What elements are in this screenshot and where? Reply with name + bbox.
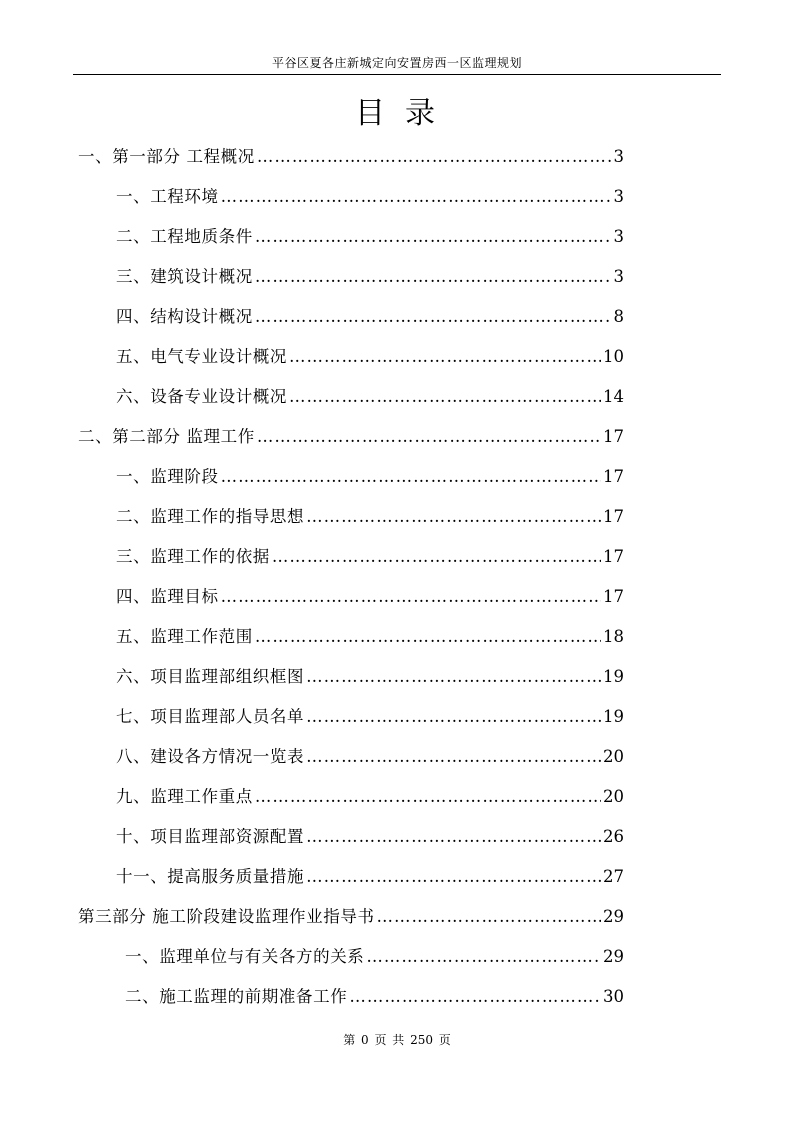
toc-entry-section[interactable] <box>125 985 624 1009</box>
toc-entry-page: 29 <box>603 907 624 926</box>
toc-entry-page: 19 <box>603 707 624 726</box>
toc-dot-leader <box>366 945 601 969</box>
toc-entry-section[interactable] <box>116 225 624 249</box>
toc-entry-page: 18 <box>603 627 624 646</box>
toc-dot-leader <box>306 865 601 889</box>
toc-entry-page: 29 <box>603 947 624 966</box>
toc-dot-leader <box>272 545 601 569</box>
toc-entry-page: 3 <box>613 227 624 246</box>
toc-entry-label: 十、项目监理部资源配置 <box>116 827 305 846</box>
toc-entry-section[interactable] <box>116 505 624 529</box>
page-header: 平谷区夏各庄新城定向安置房西一区监理规划 <box>271 56 522 70</box>
toc-entry-page: 30 <box>603 987 624 1006</box>
toc-entry-page: 26 <box>603 827 624 846</box>
toc-entry-label: 三、监理工作的依据 <box>116 547 270 566</box>
toc-entry-label: 二、施工监理的前期准备工作 <box>125 987 348 1006</box>
toc-entry-label: 二、工程地质条件 <box>116 227 253 246</box>
toc-entry-label: 七、项目监理部人员名单 <box>116 707 305 726</box>
toc-entry-page: 3 <box>613 267 624 286</box>
toc-entry-section[interactable] <box>116 825 624 849</box>
toc-entry-section[interactable] <box>125 945 624 969</box>
toc-entry-section[interactable] <box>116 305 624 329</box>
toc-dot-leader <box>255 625 601 649</box>
toc-entry-label: 六、项目监理部组织框图 <box>116 667 305 686</box>
toc-dot-leader <box>255 225 612 249</box>
toc-dot-leader <box>289 385 601 409</box>
toc-entry-label: 九、监理工作重点 <box>116 787 253 806</box>
toc-entry-label: 六、设备专业设计概况 <box>116 387 287 406</box>
toc-dot-leader <box>306 705 601 729</box>
toc-entry-section[interactable] <box>116 545 624 569</box>
toc-dot-leader <box>306 505 601 529</box>
toc-entry-page: 17 <box>603 507 624 526</box>
toc-entry-label: 第三部分 施工阶段建设监理作业指导书 <box>78 907 375 926</box>
toc-entry-label: 二、监理工作的指导思想 <box>116 507 305 526</box>
toc-entry-page: 27 <box>603 867 624 886</box>
toc-entry-label: 四、监理目标 <box>116 587 219 606</box>
toc-entry-label: 一、工程环境 <box>116 187 219 206</box>
toc-dot-leader <box>306 745 601 769</box>
toc-entry-page: 17 <box>603 587 624 606</box>
toc-dot-leader <box>255 785 601 809</box>
toc-entry-section[interactable] <box>116 625 624 649</box>
toc-entry-section[interactable] <box>116 465 624 489</box>
toc-entry-section[interactable] <box>116 265 624 289</box>
toc-dot-leader <box>257 425 601 449</box>
toc-dot-leader <box>255 305 612 329</box>
toc-entry-label: 一、监理单位与有关各方的关系 <box>125 947 365 966</box>
toc-entry-page: 3 <box>613 147 624 166</box>
toc-entry-label: 八、建设各方情况一览表 <box>116 747 305 766</box>
toc-dot-leader <box>221 585 601 609</box>
toc-entry-page: 17 <box>603 547 624 566</box>
toc-dot-leader <box>257 145 612 169</box>
toc-entry-label: 五、电气专业设计概况 <box>116 347 287 366</box>
toc-entry-page: 20 <box>603 787 624 806</box>
toc-entry-page: 19 <box>603 667 624 686</box>
toc-entry-page: 17 <box>603 427 624 446</box>
toc-dot-leader <box>221 185 612 209</box>
toc-entry-section[interactable] <box>116 745 624 769</box>
toc-entry-label: 二、第二部分 监理工作 <box>78 427 255 446</box>
toc-entry-label: 十一、提高服务质量措施 <box>116 867 305 886</box>
toc-dot-leader <box>221 465 601 489</box>
toc-entry-page: 8 <box>613 307 624 326</box>
toc-entry-section[interactable] <box>116 785 624 809</box>
toc-entry-part-2[interactable] <box>78 425 624 449</box>
toc-dot-leader <box>289 345 601 369</box>
toc-entry-label: 一、监理阶段 <box>116 467 219 486</box>
toc-entry-part-3[interactable] <box>78 905 624 929</box>
toc-dot-leader <box>306 665 601 689</box>
toc-entry-part-1[interactable] <box>78 145 624 169</box>
toc-entry-page: 17 <box>603 467 624 486</box>
toc-entry-section[interactable] <box>116 185 624 209</box>
toc-entry-label: 一、第一部分 工程概况 <box>78 147 255 166</box>
toc-dot-leader <box>306 825 601 849</box>
page-footer: 第 0 页 共 250 页 <box>343 1033 451 1047</box>
toc-entry-section[interactable] <box>116 865 624 889</box>
toc-entry-section[interactable] <box>116 705 624 729</box>
toc-entry-section[interactable] <box>116 585 624 609</box>
toc-entry-label: 三、建筑设计概况 <box>116 267 253 286</box>
toc-entry-label: 五、监理工作范围 <box>116 627 253 646</box>
toc-dot-leader <box>377 905 601 929</box>
toc-dot-leader <box>255 265 612 289</box>
toc-entry-page: 3 <box>613 187 624 206</box>
toc-dot-leader <box>349 985 601 1009</box>
toc-entry-page: 14 <box>603 387 624 406</box>
toc-entry-page: 20 <box>603 747 624 766</box>
toc-entry-label: 四、结构设计概况 <box>116 307 253 326</box>
toc-entry-page: 10 <box>603 347 624 366</box>
toc-entry-section[interactable] <box>116 345 624 369</box>
toc-entry-section[interactable] <box>116 665 624 689</box>
toc-title: 目录 <box>355 96 455 131</box>
toc-entry-section[interactable] <box>116 385 624 409</box>
